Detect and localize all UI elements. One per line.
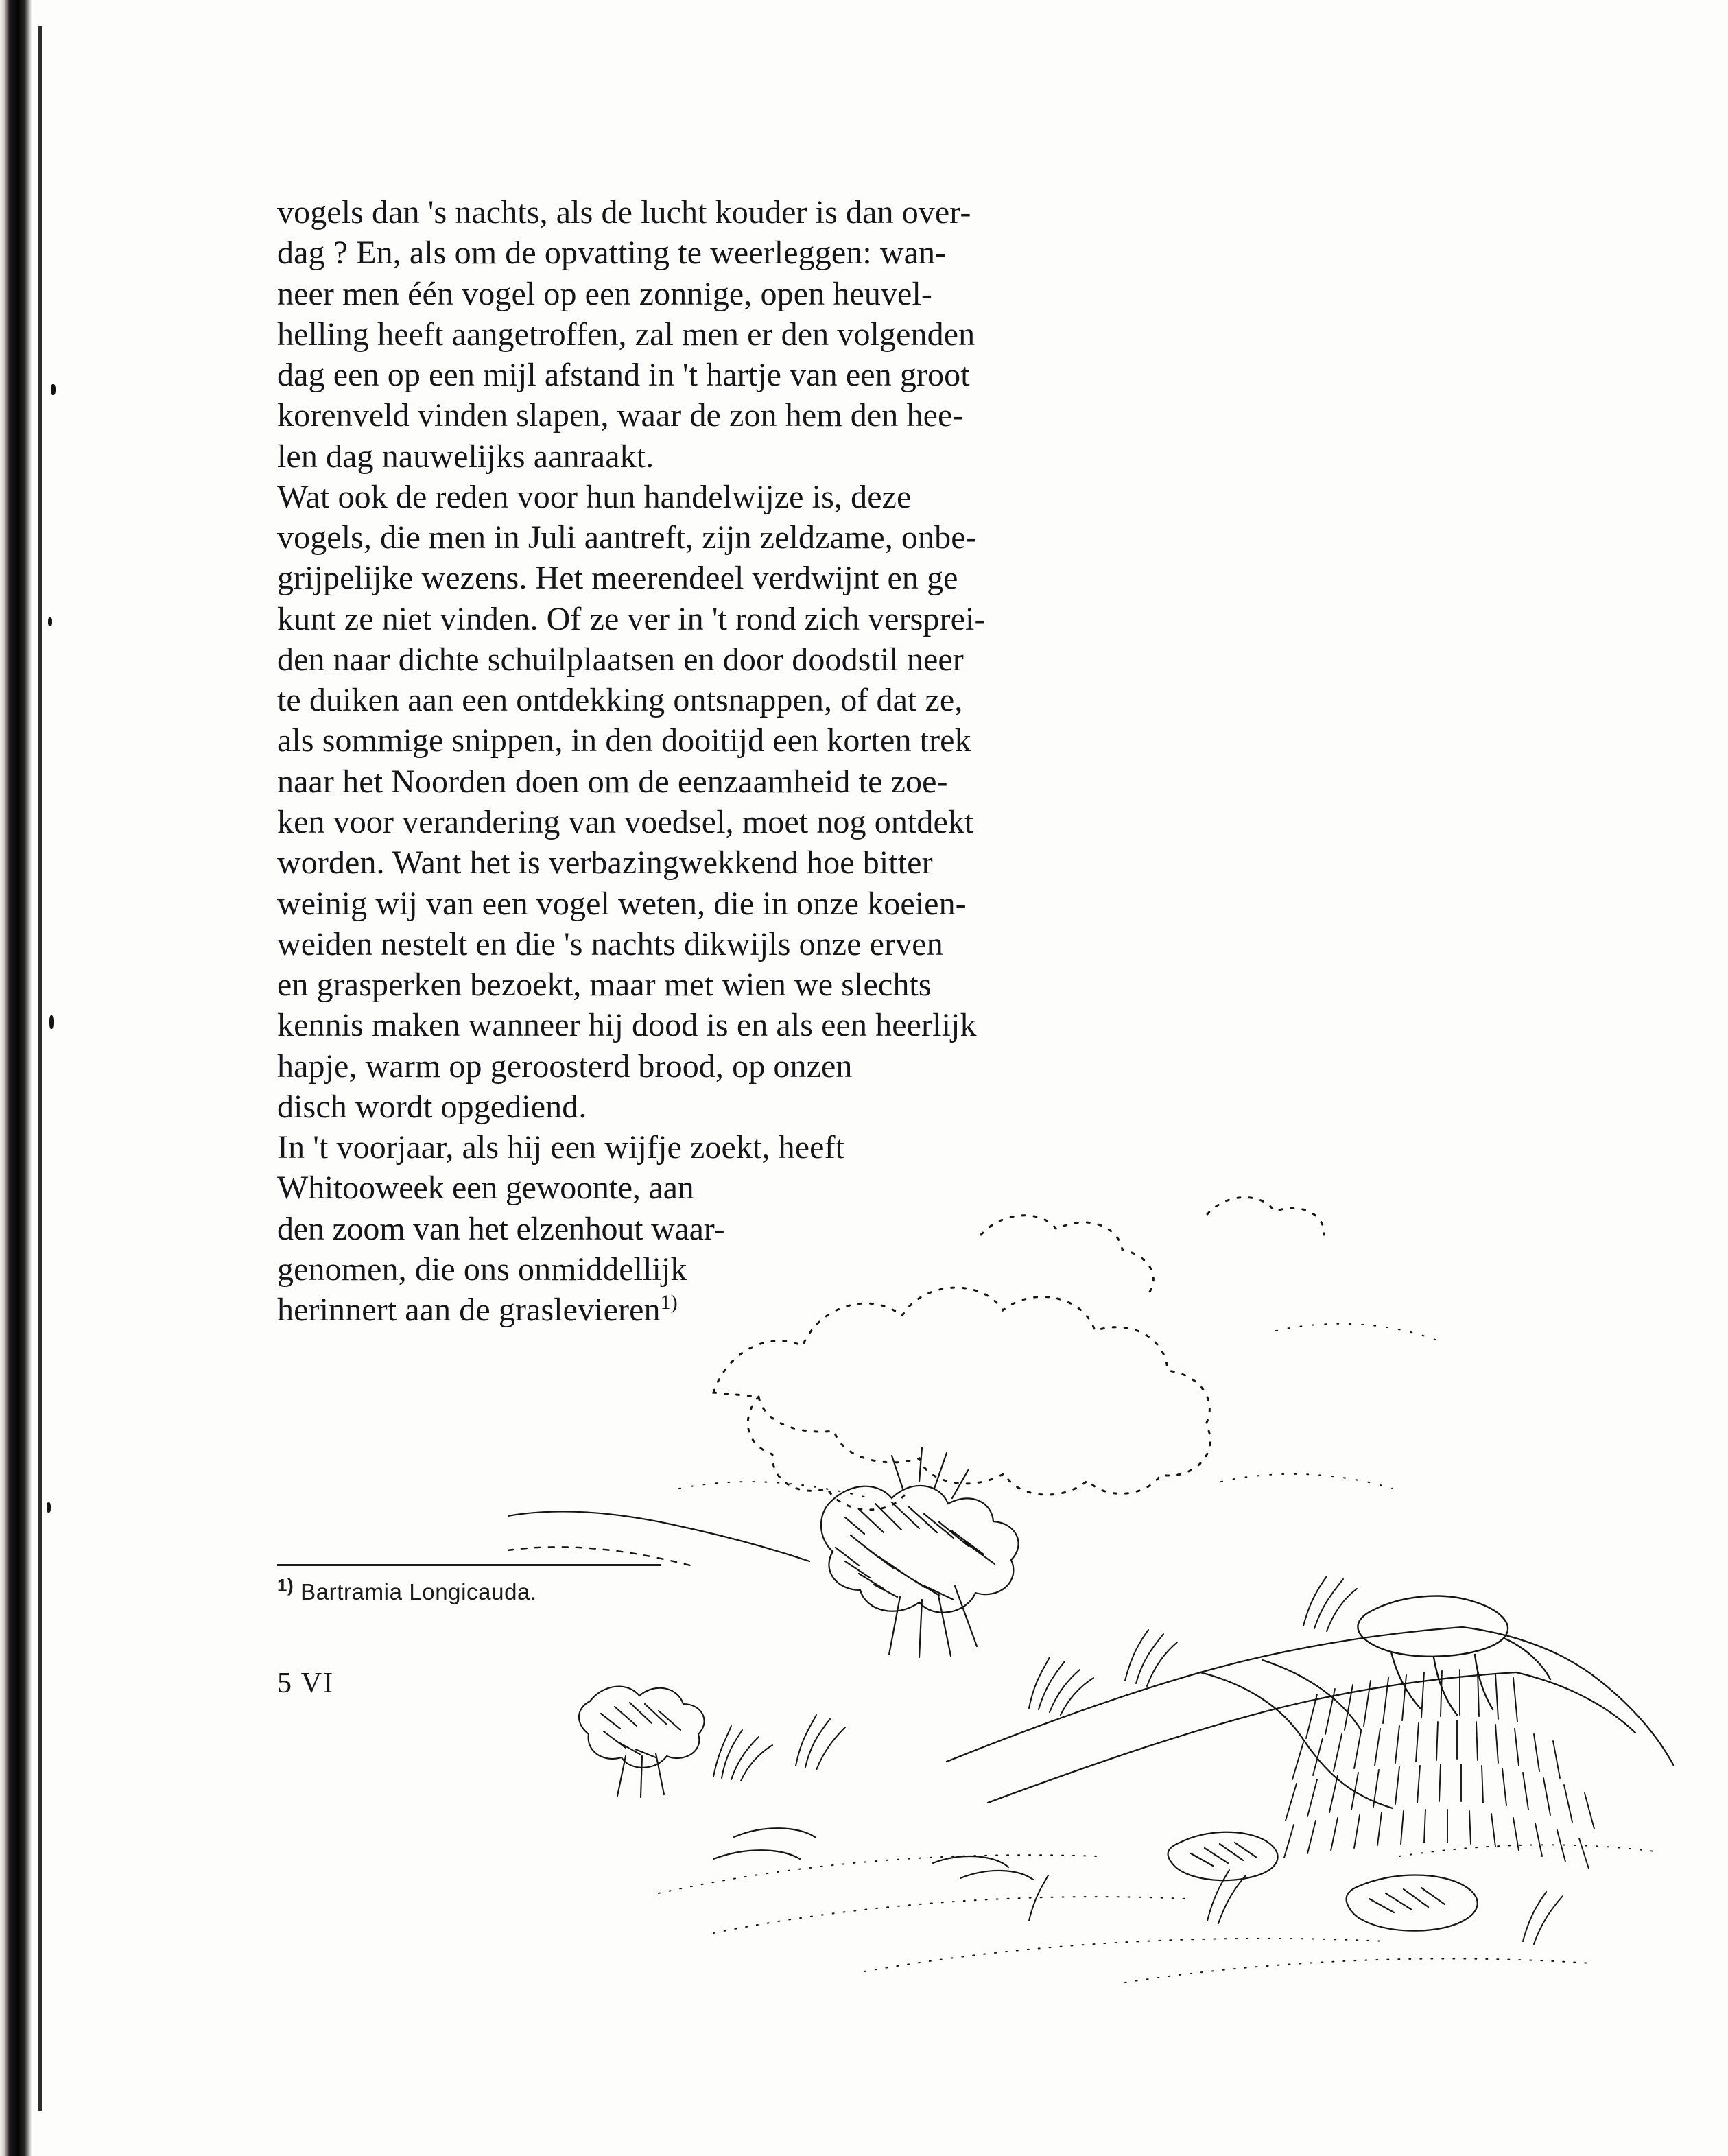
paragraph-2-line: vogels, die men in Juli aantreft, zijn zeldzame, onbe- [277, 519, 977, 556]
paragraph-2-line: te duiken aan een ontdekking ontsnappen, of dat ze, [277, 682, 963, 719]
scan-speck [47, 1502, 51, 1513]
paragraph-3 [277, 1127, 1334, 1330]
paragraph-2-line: Wat ook de reden voor hun handelwijze is, deze [277, 478, 912, 515]
paragraph-1-line: korenveld vinden slapen, waar de zon hem den hee- [277, 397, 964, 434]
paragraph-1-line: neer men één vogel op een zonnige, open heuvel- [277, 275, 932, 312]
footnote-text: Bartramia Longicauda. [300, 1579, 537, 1604]
paragraph-1 [277, 192, 1334, 477]
scan-speck [51, 384, 56, 395]
paragraph-3-line: In 't voorjaar, als hij een wijfje zoekt, heeft [277, 1129, 845, 1166]
footnote-reference-marker: 1) [660, 1291, 678, 1314]
paragraph-1-line: vogels dan 's nachts, als de lucht kouder is dan over- [277, 194, 971, 230]
paragraph-2-line: grijpelijke wezens. Het meerendeel verdwijnt en ge [277, 560, 958, 597]
paragraph-3-line: genomen, die ons onmiddellijk [277, 1251, 687, 1288]
paragraph-2-line: worden. Want het is verbazingwekkend hoe bitter [277, 844, 933, 881]
scan-speck [49, 1015, 54, 1029]
paragraph-3-line: herinnert aan de graslevieren [277, 1292, 661, 1329]
paragraph-2-line: ken voor verandering van voedsel, moet nog ontdekt [277, 803, 974, 840]
paragraph-2-line: hapje, warm op geroosterd brood, op onzen [277, 1047, 853, 1085]
paragraph-2-line: als sommige snippen, in den dooitijd een korten trek [277, 722, 971, 759]
paragraph-1-line: dag ? En, als om de opvatting te weerleggen: wan- [277, 235, 947, 272]
paragraph-2-line: weinig wij van een vogel weten, die in onze koeien- [277, 885, 967, 922]
paragraph-2-line: kennis maken wanneer hij dood is en als een heerlijk [277, 1007, 977, 1044]
page-text-body [277, 192, 1334, 1330]
paragraph-2-line: disch wordt opgediend. [277, 1088, 587, 1125]
paragraph-3-line: den zoom van het elzenhout waar- [277, 1210, 725, 1247]
footnote-marker: 1) [277, 1575, 294, 1596]
scan-speck [48, 617, 52, 626]
paragraph-1-line: helling heeft aangetroffen, zal men er den volgenden [277, 316, 975, 353]
page-gutter-shadow [0, 0, 32, 2156]
footnote-divider [277, 1564, 661, 1566]
paragraph-2-line: naar het Noorden doen om de eenzaamheid te zoe- [277, 763, 948, 800]
paragraph-3-line: Whitooweek een gewoonte, aan [277, 1170, 694, 1207]
paragraph-2-line: en grasperken bezoekt, maar met wien we slechts [277, 967, 932, 1004]
paragraph-1-line: len dag nauwelijks aanraakt. [277, 438, 654, 475]
paragraph-2-line: kunt ze niet vinden. Of ze ver in 't rond zich versprei- [277, 600, 986, 637]
paragraph-2-line: weiden nestelt en die 's nachts dikwijls onze erven [277, 925, 943, 962]
paragraph-1-line: dag een op een mijl afstand in 't hartje van een groot [277, 357, 970, 394]
paragraph-2-line: den naar dichte schuilplaatsen en door doodstil neer [277, 641, 964, 678]
footnote [277, 1575, 537, 1605]
paragraph-2 [277, 477, 1334, 1127]
page-number: 5 VI [277, 1668, 335, 1699]
